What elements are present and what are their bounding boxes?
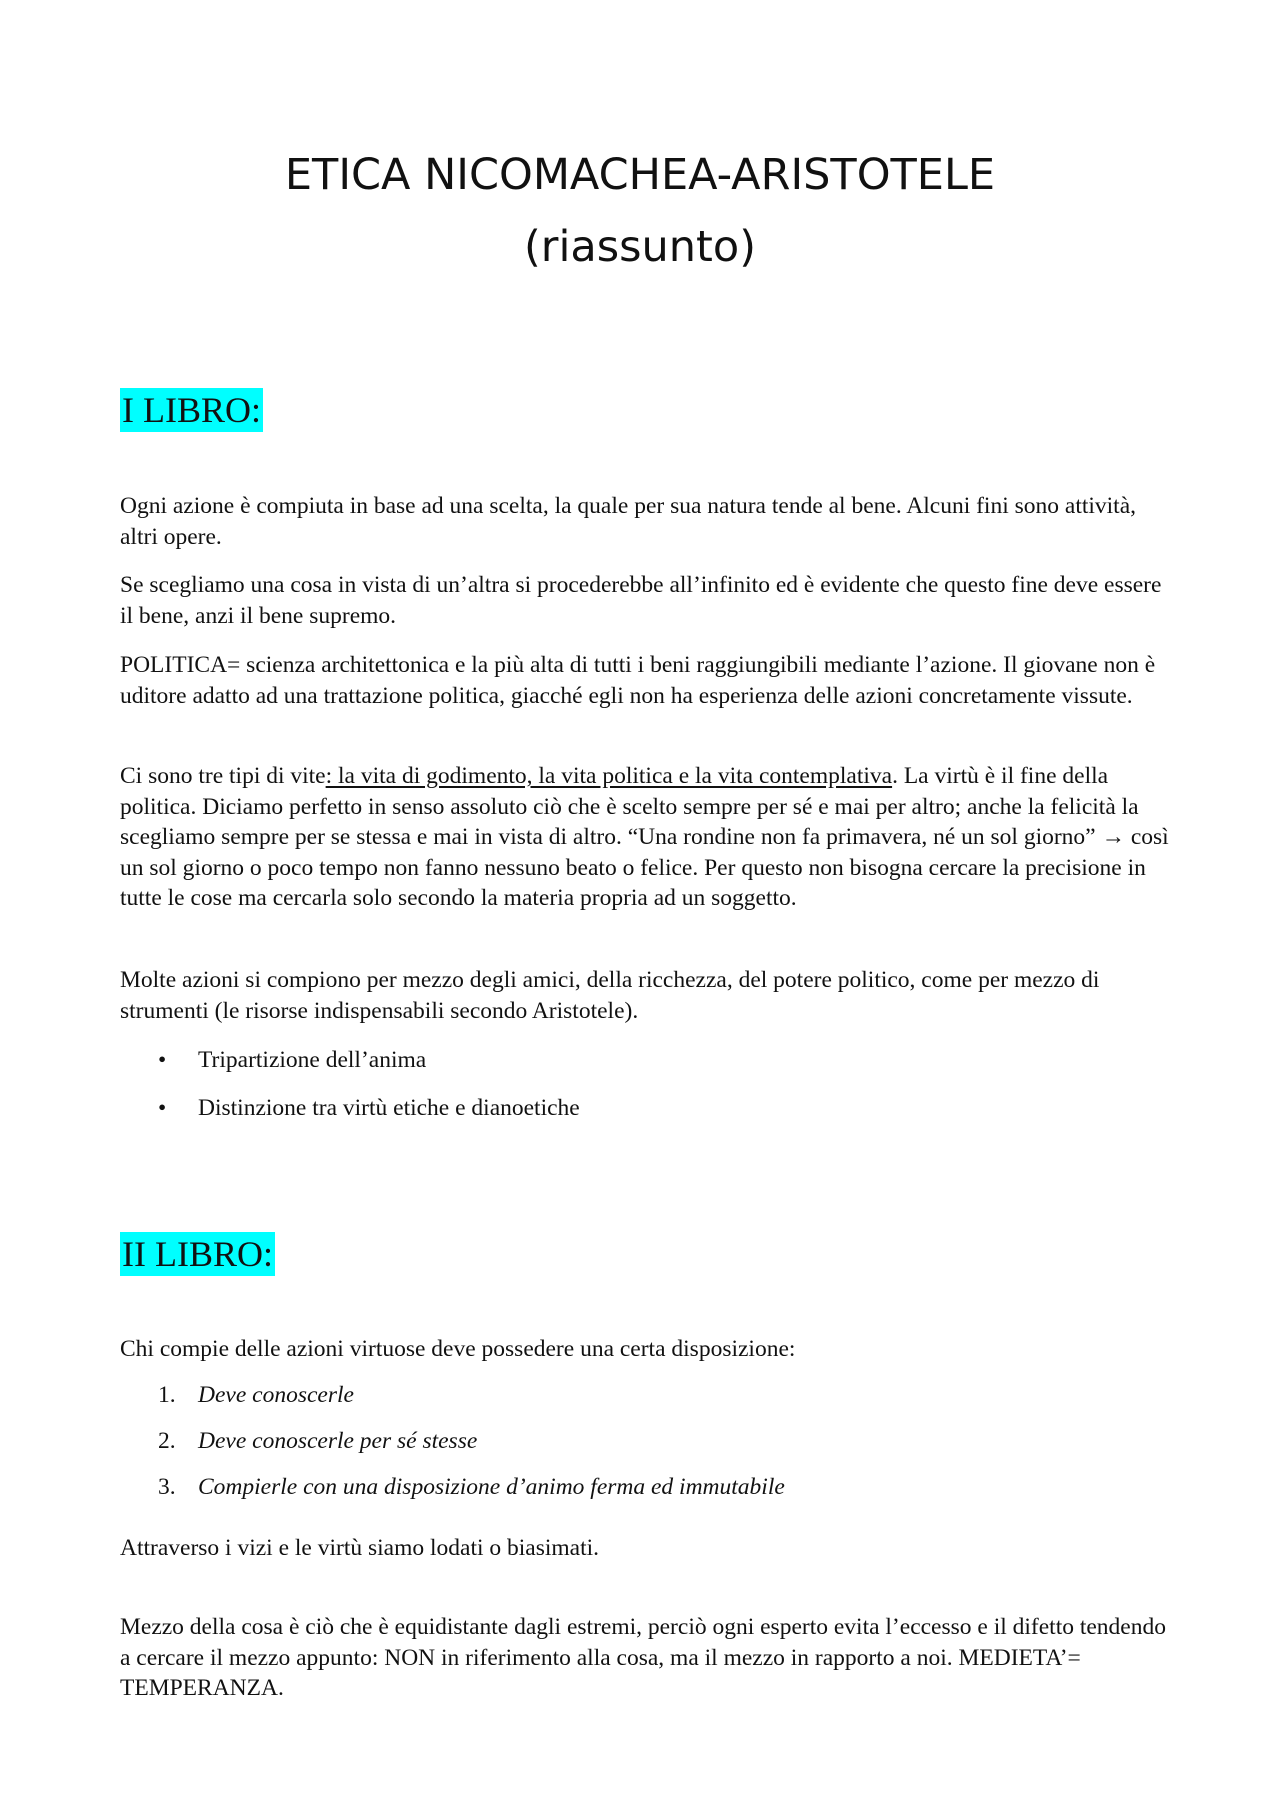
text-run: Ci sono tre tipi di vite bbox=[120, 763, 326, 789]
section-heading-libro-2: II LIBRO: bbox=[122, 1234, 273, 1274]
numbered-list-item bbox=[158, 1380, 354, 1411]
list-item-text: Compierle con una disposizione d’animo ferma ed immutabile bbox=[198, 1474, 785, 1500]
list-number: 2. bbox=[158, 1428, 176, 1454]
paragraph: Chi compie delle azioni virtuose deve possedere una certa disposizione: bbox=[120, 1336, 796, 1362]
paragraph: Se scegliamo una cosa in vista di un’altra si procederebbe all’infinito ed è evidente che questo fine deve essere il bene, anzi il bene supremo. bbox=[120, 572, 1162, 629]
numbered-list-item bbox=[158, 1472, 785, 1503]
paragraph: Mezzo della cosa è ciò che è equidistante dagli estremi, perciò ogni esperto evita l’eccesso e il difetto tendendo a cercare il mezzo appunto: NON in riferimento alla cosa, ma il mezzo in rapporto a noi. MEDIETA’= TEMPERANZA. bbox=[120, 1614, 1166, 1701]
paragraph: POLITICA= scienza architettonica e la più alta di tutti i beni raggiungibili mediante l’azione. Il giovane non è uditore adatto ad una trattazione politica, giacché egli non ha esperienza delle azioni concretamente vissute. bbox=[120, 652, 1156, 709]
list-number: 1. bbox=[158, 1382, 176, 1408]
list-item-text: Deve conoscerle bbox=[198, 1382, 354, 1408]
underlined-text-run: : la vita di godimento, la vita politica e la vita contemplativa bbox=[325, 763, 893, 789]
paragraph: Molte azioni si compiono per mezzo degli amici, della ricchezza, del potere politico, come per mezzo di strumenti (le risorse indispensabili secondo Aristotele). bbox=[120, 967, 1100, 1024]
paragraph: Ogni azione è compiuta in base ad una scelta, la quale per sua natura tende al bene. Alcuni fini sono attività, altri opere. bbox=[120, 493, 1137, 550]
list-item-text: Tripartizione dell’anima bbox=[198, 1047, 427, 1073]
list-item-text: Deve conoscerle per sé stesse bbox=[198, 1428, 478, 1454]
bullet-icon: • bbox=[158, 1095, 167, 1121]
paragraph: Attraverso i vizi e le virtù siamo lodati o biasimati. bbox=[120, 1535, 600, 1561]
list-item bbox=[158, 1045, 426, 1076]
paragraph-three-lives bbox=[120, 761, 1170, 914]
document-title: ETICA NICOMACHEA-ARISTOTELE bbox=[284, 150, 996, 200]
section-heading-libro-1: I LIBRO: bbox=[122, 390, 261, 430]
list-item-text: Distinzione tra virtù etiche e dianoetiche bbox=[198, 1095, 580, 1121]
list-item bbox=[158, 1093, 580, 1124]
bullet-icon: • bbox=[158, 1047, 167, 1073]
document-subtitle: (riassunto) bbox=[523, 222, 756, 272]
list-number: 3. bbox=[158, 1474, 176, 1500]
numbered-list-item bbox=[158, 1426, 477, 1457]
text-run: . La virtù è il fine della politica. Diciamo perfetto in senso assoluto ciò che è scelto sempre per sé e mai per altro; anche la felicità la scegliamo sempre per se stessa e mai in vista di altro. “Una rondine non fa primavera, né un sol giorno” → così un sol giorno o poco tempo non fanno nessuno beato o felice. Per questo non bisogna cercare la precisione in tutte le cose ma cercarla solo secondo la materia propria ad un soggetto. bbox=[120, 763, 1169, 911]
